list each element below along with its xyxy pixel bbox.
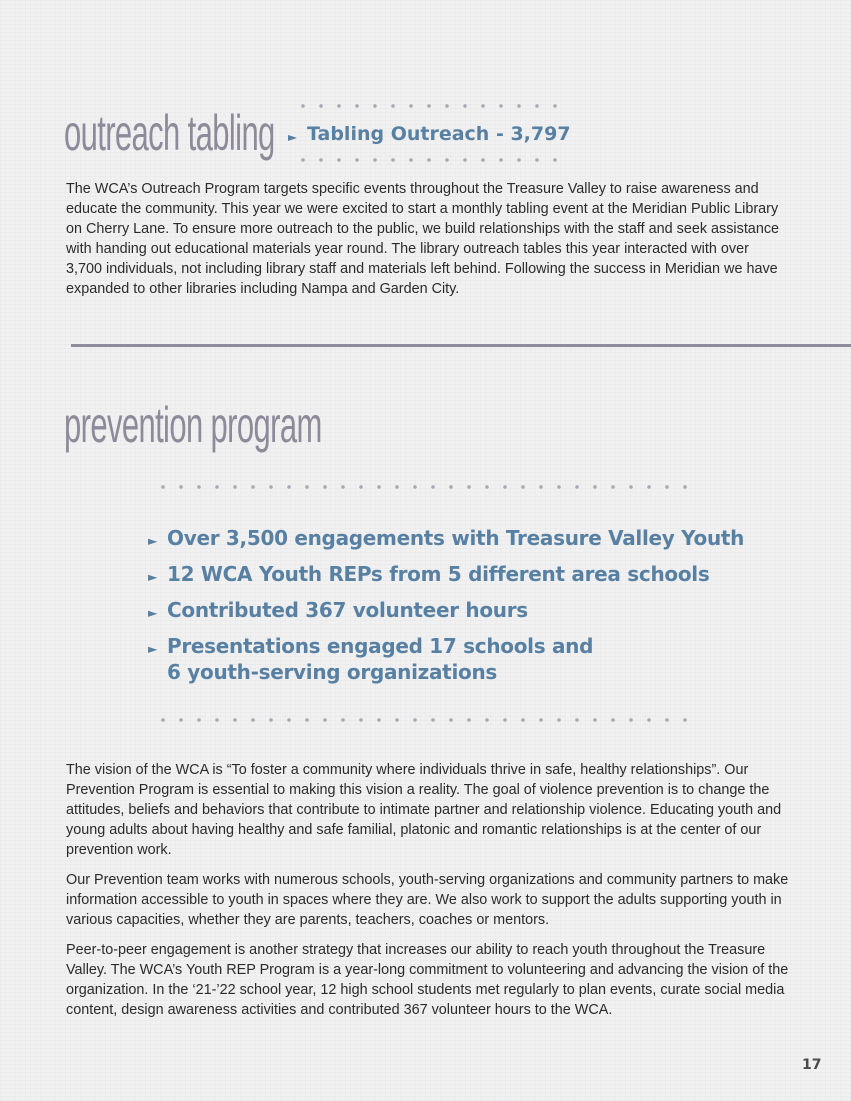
dotted-rule-bottom <box>154 718 694 722</box>
dotted-rule-bottom <box>294 158 564 162</box>
highlight-text: Contributed 367 volunteer hours <box>167 598 528 622</box>
outreach-paragraph: The WCA’s Outreach Program targets specific events throughout the Treasure Valley to raise awareness and educate the community. This year we were excited to start a monthly tabling event at the Meridian Public Library on Cherry Lane. To ensure more outreach to the public, we build relationships with the staff and seek assistance with handing out educational materials year round. The library outreach tables this year interacted with over 3,700 individuals, not including library staff and materials left behind. Following the success in Meridian we have expanded to other libraries including Nampa and Garden City. <box>66 181 780 297</box>
prevention-highlights <box>148 525 744 695</box>
arrow-right-icon: ► <box>148 605 158 620</box>
section-divider <box>71 344 851 347</box>
prevention-paragraph: The vision of the WCA is “To foster a community where individuals thrive in safe, healthy relationships”. Our Prevention Program is essential to making this vision a reality. The goal of violence prevention is to change the attitudes, beliefs and behaviors that contribute to intimate partner and relationship violence. Educating youth and young adults about having healthy and safe familial, platonic and romantic relationships is at the center of our prevention work. <box>66 762 782 858</box>
arrow-right-icon: ► <box>148 533 158 548</box>
prevention-section-title: prevention program <box>64 397 322 453</box>
highlight-text: Over 3,500 engagements with Treasure Valley Youth <box>167 526 745 550</box>
arrow-right-icon: ► <box>288 130 298 144</box>
prevention-body <box>66 760 790 1030</box>
highlight-item <box>148 597 744 623</box>
dotted-rule-top <box>154 485 694 489</box>
highlight-item <box>148 633 607 685</box>
highlight-text: 12 WCA Youth REPs from 5 different area schools <box>167 562 710 586</box>
highlight-item <box>148 525 744 551</box>
highlight-item <box>148 561 744 587</box>
highlight-text: Presentations engaged 17 schools and 6 youth-serving organizations <box>167 634 594 684</box>
outreach-section-title: outreach tabling <box>64 105 275 161</box>
callout-item <box>288 122 571 146</box>
page-number: 17 <box>802 1057 822 1073</box>
prevention-paragraph: Our Prevention team works with numerous schools, youth-serving organizations and community partners to make information accessible to youth in spaces where they are. We also work to support the adults supporting youth in various capacities, whether they are parents, teachers, coaches or mentors. <box>66 872 789 928</box>
tabling-callout <box>288 122 571 146</box>
arrow-right-icon: ► <box>148 641 158 656</box>
dotted-rule-top <box>294 104 564 108</box>
callout-text: Tabling Outreach - 3,797 <box>307 123 571 145</box>
arrow-right-icon: ► <box>148 569 158 584</box>
prevention-paragraph: Peer-to-peer engagement is another strategy that increases our ability to reach youth throughout the Treasure Valley. The WCA’s Youth REP Program is a year-long commitment to volunteering and advancing the vision of the organization. In the ‘21-’22 school year, 12 high school students met regularly to plan events, curate social media content, design awareness activities and contributed 367 volunteer hours to the WCA. <box>66 942 789 1018</box>
